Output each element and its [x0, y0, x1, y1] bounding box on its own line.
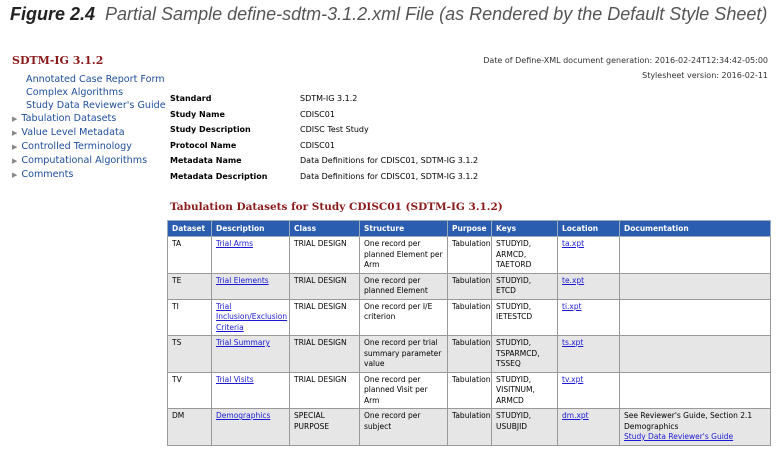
keys-cell: STUDYID, ETCD: [492, 273, 558, 299]
description-link[interactable]: Trial Summary: [216, 338, 270, 347]
study-info-value: SDTM-IG 3.1.2: [300, 94, 358, 103]
description-link[interactable]: Trial Inclusion/Exclusion Criteria: [216, 301, 288, 332]
datasets-section-title: Tabulation Datasets for Study CDISC01 (SDTM-IG 3.1.2): [170, 201, 503, 213]
sidebar-link[interactable]: [12, 168, 162, 182]
study-info-value: CDISC Test Study: [300, 125, 369, 134]
datasets-table: [167, 220, 771, 446]
class-cell: TRIAL DESIGN: [290, 237, 360, 274]
study-info-value: Data Definitions for CDISC01, SDTM-IG 3.1.2: [300, 171, 479, 181]
purpose-cell: Tabulation: [448, 372, 492, 409]
sidebar-link[interactable]: [12, 73, 165, 86]
study-info-row: [170, 110, 478, 126]
sidebar-link-label: Study Data Reviewer's Guide: [26, 100, 166, 111]
dataset-cell: TA: [168, 237, 212, 274]
location-link[interactable]: dm.xpt: [562, 411, 589, 420]
description-link[interactable]: Trial Elements: [216, 275, 269, 285]
purpose-cell: Tabulation: [448, 409, 492, 446]
description-cell: [212, 273, 290, 299]
study-info-row: [170, 125, 478, 141]
documentation-cell: [620, 372, 771, 409]
sidebar-nav: [12, 54, 166, 182]
sidebar-link-label: Complex Algorithms: [26, 87, 124, 98]
dataset-cell: TV: [168, 372, 212, 409]
keys-cell: STUDYID, VISITNUM, ARMCD: [492, 372, 558, 409]
description-cell: [212, 336, 290, 373]
sidebar-link-label: Computational Algorithms: [21, 155, 148, 166]
table-row: [168, 336, 771, 373]
study-info-row: [170, 172, 478, 188]
description-link[interactable]: Demographics: [216, 411, 271, 420]
documentation-cell: [620, 409, 771, 446]
table-row: [168, 273, 771, 299]
column-header: Purpose: [448, 221, 492, 237]
class-cell: TRIAL DESIGN: [290, 273, 360, 299]
generation-date: Date of Define-XML document generation: 2016-02-24T12:34:42-05:00: [483, 56, 768, 65]
study-info-row: [170, 141, 478, 157]
purpose-cell: Tabulation: [448, 299, 492, 336]
study-info-key: Metadata Description: [170, 171, 268, 181]
column-header: Dataset: [168, 221, 212, 237]
documentation-link[interactable]: Study Data Reviewer's Guide: [624, 432, 734, 441]
expand-triangle-icon[interactable]: ▶: [12, 115, 18, 123]
purpose-cell: Tabulation: [448, 273, 492, 299]
sidebar-link[interactable]: [12, 86, 162, 99]
description-cell: [212, 372, 290, 409]
dataset-cell: TI: [168, 299, 212, 336]
expand-triangle-icon[interactable]: ▶: [12, 129, 18, 137]
class-cell: TRIAL DESIGN: [290, 299, 360, 336]
dataset-cell: TE: [168, 273, 212, 299]
expand-triangle-icon[interactable]: ▶: [12, 143, 18, 151]
structure-cell: One record per trial summary parameter value: [360, 336, 448, 373]
location-link[interactable]: te.xpt: [562, 275, 585, 285]
study-info-row: [170, 156, 478, 172]
documentation-cell: [620, 237, 771, 274]
documentation-cell: [620, 299, 771, 336]
documentation-cell: [620, 273, 771, 299]
location-link[interactable]: ta.xpt: [562, 239, 585, 248]
documentation-text: See Reviewer's Guide, Section 2.1 Demographics: [624, 411, 753, 431]
purpose-cell: Tabulation: [448, 336, 492, 373]
study-info-value: CDISC01: [300, 140, 335, 150]
keys-cell: STUDYID, ARMCD, TAETORD: [492, 237, 558, 274]
keys-cell: STUDYID, USUBJID: [492, 409, 558, 446]
stylesheet-version: Stylesheet version: 2016-02-11: [642, 71, 768, 80]
column-header: Documentation: [620, 221, 771, 237]
keys-cell: STUDYID, TSPARMCD, TSSEQ: [492, 336, 558, 373]
study-info-key: Protocol Name: [170, 140, 237, 150]
table-row: [168, 237, 771, 274]
location-cell: [558, 336, 620, 373]
description-link[interactable]: Trial Visits: [216, 374, 254, 384]
class-cell: TRIAL DESIGN: [290, 336, 360, 373]
table-row: [168, 299, 771, 336]
sidebar-link[interactable]: [12, 154, 162, 168]
expand-triangle-icon[interactable]: ▶: [12, 157, 18, 165]
study-info-row: [170, 94, 478, 110]
structure-cell: One record per planned Element per Arm: [360, 237, 448, 274]
location-link[interactable]: ti.xpt: [562, 301, 582, 311]
location-cell: [558, 409, 620, 446]
location-cell: [558, 273, 620, 299]
study-info-value: Data Definitions for CDISC01, SDTM-IG 3.1.2: [300, 156, 479, 165]
sidebar-link[interactable]: [12, 112, 162, 126]
figure-caption-text: Partial Sample define-sdtm-3.1.2.xml File (as Rendered by the Default Style Sheet): [105, 4, 768, 24]
class-cell: SPECIAL PURPOSE: [290, 409, 360, 446]
location-link[interactable]: tv.xpt: [562, 374, 584, 384]
figure-caption: [10, 4, 767, 25]
structure-cell: One record per I/E criterion: [360, 299, 448, 336]
study-info-table: [170, 94, 478, 187]
study-info-key: Study Description: [170, 125, 251, 134]
location-cell: [558, 237, 620, 274]
sidebar-link-label: Controlled Terminology: [21, 141, 132, 152]
study-info-key: Metadata Name: [170, 156, 242, 165]
sidebar-title: SDTM-IG 3.1.2: [12, 54, 104, 67]
structure-cell: One record per planned Visit per Arm: [360, 372, 448, 409]
keys-cell: STUDYID, IETESTCD: [492, 299, 558, 336]
location-link[interactable]: ts.xpt: [562, 338, 584, 347]
description-cell: [212, 237, 290, 274]
location-cell: [558, 372, 620, 409]
sidebar-links: [12, 73, 166, 182]
class-cell: TRIAL DESIGN: [290, 372, 360, 409]
sidebar-link[interactable]: [12, 126, 162, 140]
documentation-cell: [620, 336, 771, 373]
structure-cell: One record per planned Element: [360, 273, 448, 299]
sidebar-link-label: Annotated Case Report Form: [26, 74, 165, 85]
description-link[interactable]: Trial Arms: [216, 239, 254, 248]
purpose-cell: Tabulation: [448, 237, 492, 274]
study-info-value: CDISC01: [300, 109, 335, 119]
column-header: Location: [558, 221, 620, 237]
table-row: [168, 409, 771, 446]
expand-triangle-icon[interactable]: ▶: [12, 171, 18, 179]
table-header-row: [168, 221, 771, 237]
description-cell: [212, 299, 290, 336]
column-header: Class: [290, 221, 360, 237]
structure-cell: One record per subject: [360, 409, 448, 446]
study-info-key: Study Name: [170, 109, 225, 119]
sidebar-link[interactable]: [12, 99, 166, 112]
table-row: [168, 372, 771, 409]
figure-number: Figure 2.4: [10, 4, 96, 24]
description-cell: [212, 409, 290, 446]
column-header: Keys: [492, 221, 558, 237]
column-header: Structure: [360, 221, 448, 237]
column-header: Description: [212, 221, 290, 237]
dataset-cell: TS: [168, 336, 212, 373]
sidebar-link[interactable]: [12, 140, 162, 154]
location-cell: [558, 299, 620, 336]
dataset-cell: DM: [168, 409, 212, 446]
sidebar-link-label: Comments: [21, 169, 74, 180]
sidebar-link-label: Value Level Metadata: [21, 127, 125, 138]
study-info-key: Standard: [170, 94, 212, 103]
sidebar-link-label: Tabulation Datasets: [21, 113, 117, 124]
